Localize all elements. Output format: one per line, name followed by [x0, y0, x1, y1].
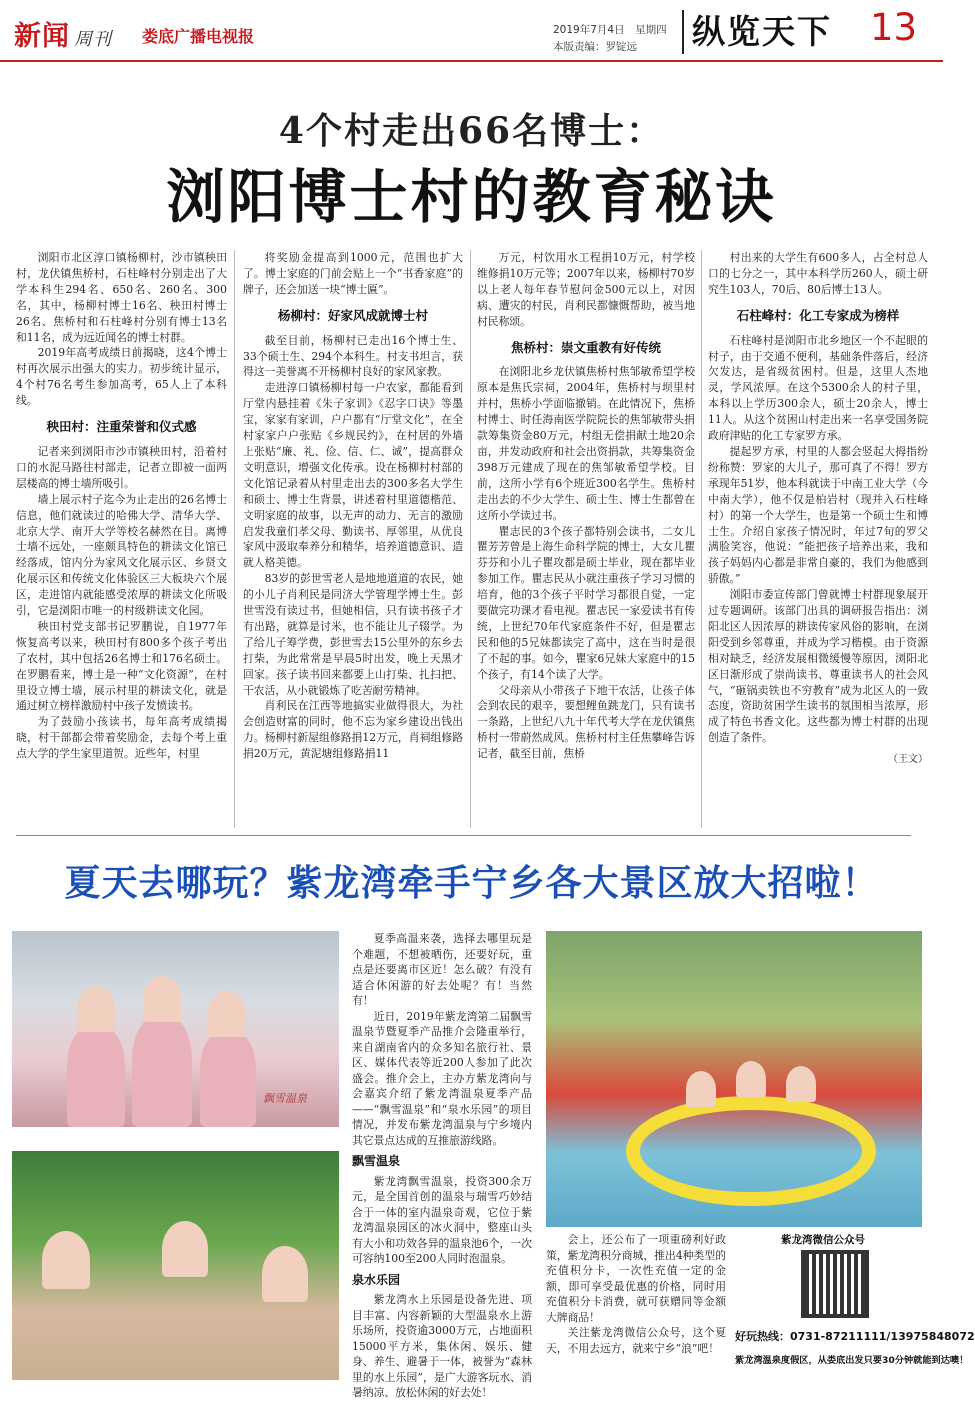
article-column-2	[243, 250, 463, 762]
paragraph: 父母亲从小带孩子下地干农活，让孩子体会到农民的艰辛，要想鲤鱼跳龙门，只有读书一条路，上世纪八九十年代考大学在龙伏镇焦桥村一带蔚然成风。焦桥村村主任焦攀峰告诉记者，截至目前，焦桥	[477, 683, 695, 761]
hot-spring-photo	[12, 1151, 339, 1380]
photo-signature: 飘雪温泉	[263, 1092, 307, 1105]
section-divider	[16, 835, 911, 836]
paragraph: 紫龙湾飘雪温泉，投资300余万元，是全国首创的温泉与瑞雪巧妙结合于一体的室内温泉奇观，它位于紫龙湾温泉园区的冰火洞中，整座山头有大小和功效各异的温泉池6个，一次可容纳100至200人同时泡温泉。	[352, 1174, 532, 1265]
qr-label: 紫龙湾微信公众号	[781, 1234, 865, 1246]
water-park-photo	[546, 931, 922, 1227]
paragraph: 记者来到浏阳市沙市镇秧田村，沿着村口的水泥马路往村部走，记者立即被一面两层楼高的博士墙所吸引。	[16, 444, 227, 490]
column-rule	[234, 250, 235, 828]
paragraph: 浏阳市北区淳口镇杨柳村，沙市镇秧田村，龙伏镇焦桥村，石柱峰村分别走出了大学本科生294名、650名、260名、300名，其中，杨柳村博士16名、秧田村博士26名、焦桥村和石柱峰村分别有博士13名和11名，成为远近闻名的博士村群。	[16, 251, 227, 344]
paragraph: 秧田村党支部书记罗鹏说，自1977年恢复高考以来，秧田村有800多个孩子考出了农村，其中包括26名博士和176名硕士。在罗鹏看来，博士是一种“文化资源”，在村里设立博士墙，展示村里的耕读文化，就是通过树立榜样激励村中孩子发愤读书。	[16, 619, 227, 713]
paragraph: 浏阳市委宣传部门曾就博士村群现象展开过专题调研。该部门出具的调研报告指出：浏阳北区人因浓厚的耕读传家风俗的影响，在浏阳受到乡邻尊重，并成为学习楷模。由于资源相对缺乏，经济发展相微缓慢等原因，浏阳北区日渐形成了崇尚读书、尊重读书人的社会风气，“砸锅卖铁也不穷教育”成为北区人的一致态度，资助贫困学生读书的氛围相当浓厚，形成了特色书香文化。这些都为博士村群的出现创造了条件。	[708, 588, 928, 745]
subheading: 秧田村：注重荣誉和仪式感	[46, 419, 197, 435]
paragraph: 在浏阳北乡龙伏镇焦桥村焦邹敏希望学校原本是焦氏宗祠，2004年，焦桥村与坝里村并村，焦桥小学面临撤销。在此情况下，焦桥村博士、时任海南医学院院长的焦邹敏带头捐款筹集资金80万元，村组无偿捐献土地20余亩，并发动政府和社会出资捐款，共筹集资金398万元建成了现在的焦邹敏希望学校。目前，这所小学有6个班近300名学生。焦桥村走出去的不少大学生、硕士生、博士生都曾在这所小学读过书。	[477, 365, 695, 522]
masthead	[0, 0, 943, 62]
page-number: 13	[870, 6, 918, 49]
author-credit: （王文）	[888, 754, 928, 766]
editor-line: 本版责编：罗锭远	[553, 41, 637, 53]
ad-footer: 紫龙湾温泉度假区，从娄底出发只要30分钟就能到达噢！	[735, 1355, 969, 1366]
article-column-3	[477, 250, 695, 762]
paragraph: 会上，还公布了一项重磅利好政策，紫龙湾积分商城，推出4种类型的充值积分卡，一次性充值一定的金额，即可享受最优惠的价格，同时用充值积分卡消费，就可获赠同等金额大牌商品！	[546, 1233, 726, 1324]
paragraph: 2019年高考成绩日前揭晓，这4个博士村再次展示出强大的实力。初步统计显示，4个村76名考生参加高考，65人上了本科线。	[16, 346, 227, 408]
subheading: 泉水乐园	[352, 1272, 401, 1287]
paper-logo: 新闻 周刊	[14, 21, 112, 52]
masthead-divider	[682, 10, 684, 54]
column-rule	[701, 250, 702, 828]
paragraph: 夏季高温来袭，选择去哪里玩是个难题，不想被晒伤，还要好玩，重点是还要离市区近！怎么破？有没有适合休闲游的好去处呢？有！当然有！	[352, 932, 532, 1007]
date-line: 2019年7月4日 星期四	[553, 24, 667, 36]
hotline-number: 0731-87211111/13975848072	[790, 1330, 975, 1343]
paragraph: 关注紫龙湾微信公众号，这个夏天，不用去远方，就来宁乡“浪”吧！	[546, 1326, 726, 1355]
article-kicker: 4个村走出66名博士：	[278, 110, 665, 152]
paragraph: 将奖励金提高到1000元，范围也扩大了。博士家庭的门前会贴上一个“书香家庭”的牌子，还会加送一块“博士匾”。	[243, 251, 463, 296]
paragraph: 村出来的大学生有600多人，占全村总人口的七分之一，其中本科学历260人，硕士研究生103人，70后、80后博士13人。	[708, 251, 928, 296]
article-column-4	[708, 250, 928, 768]
logo-sub: 周刊	[74, 29, 112, 50]
paragraph: 提起罗方承，村里的人都会竖起大拇指纷纷称赞：罗家的大儿子，那可真了不得！罗方承现年51岁，他本科就读于中南工业大学（今中南大学），他不仅是柏岩村（现并入石柱峰村）的第一个大学生，也是第一个硕士生和博士生。介绍自家孩子情况时，年过7旬的罗父满脸笑容，他说：“能把孩子培养出来，我和孩子妈妈内心都是非常自豪的，我们为他感到骄傲。”	[708, 444, 928, 586]
paragraph: 近日，2019年紫龙湾第二届飘雪温泉节暨夏季产品推介会隆重举行，来自湖南省内的众多知名旅行社、景区、媒体代表等近200人参加了此次盛会。推介会上，主办方紫龙湾向与会嘉宾介绍了紫龙湾温泉夏季产品——“飘雪温泉”和“泉水乐园”的项目情况，并发布紫龙湾温泉与宁乡境内其它景点达成的互推旅游线路。	[352, 1009, 532, 1147]
subheading: 焦桥村：崇文重教有好传统	[510, 339, 661, 355]
paragraph: 83岁的彭世雪老人是地地道道的农民，她的小儿子肖利民是同济大学管理学博士生。彭世雪没有读过书，但她相信，只有读书孩子才有出路，就算是讨米，也不能让儿子辍学。为了给儿子筹学费，彭世雪去15公里外的东乡去打柴，为此常常是早晨5时出发，晚上天黑才回家。孩子读书回来都要上山打柴、扎扫把、干农活，从小就锻炼了吃苦耐劳精神。	[243, 572, 463, 697]
column-rule	[470, 250, 471, 828]
ad-headline: 夏天去哪玩？紫龙湾牵手宁乡各大景区放大招啦！	[64, 863, 879, 904]
subheading: 杨柳村：好家风成就博士村	[277, 307, 428, 323]
paragraph: 截至目前，杨柳村已走出16个博士生、33个硕士生、294个本科生。村支书坦言，获得这一美誉离不开杨柳村良好的家风家教。	[243, 333, 463, 379]
paragraph: 瞿志民的3个孩子都特别会读书，二女儿瞿芳芳曾是上海生命科学院的博士，大女儿瞿芬芬和小儿子瞿攻都是硕士毕业，现在都毕业参加工作。瞿志民从小就注重孩子学习习惯的培育，他的3个孩子平时学习都很自觉，一定要做完功课才看电视。瞿志民一家爱读书有传统，上世纪70年代家庭条件不好，但是瞿志民和他的5兄妹都读完了高中，这在当时是很了不起的事。如今，瞿家6兄妹大家庭中的15个孩子，有14个读了大学。	[477, 524, 695, 681]
paragraph: 紫龙湾水上乐园是设备先进、项目丰富、内容新颖的大型温泉水上游乐场所，投资逾3000万元，占地面积15000平方米，集休闲、娱乐、健身、养生、避暑于一体，被誉为“森林里的水上乐园”，是广大游客玩水、消暑纳凉、放松休闲的好去处！	[352, 1293, 532, 1399]
contact-box	[735, 1232, 975, 1382]
paragraph: 走进淳口镇杨柳村每一户农家，都能看到厅堂内悬挂着《朱子家训》《忍字口诀》等墨宝，家家有家训，户户都有“厅堂文化”，在全村家家户户张贴《乡规民约》，在村居的外墙上张贴“廉、礼、俭、信、仁、诚”，提高群众文明意识，增强文化传承。设在杨柳村村部的文化馆记录着从村里走出去的300多名大学生和硕士、博士生背景，讲述着村里道德楷范、文明家庭的故事，以无声的动力、无言的激励启发我童们孝父母、勤读书、厚邻里，从优良家风中汲取奉养分和精华，培养道德意识、造就人格美德。	[243, 381, 463, 570]
qr-code-icon	[801, 1250, 869, 1318]
paragraph: 万元，村饮用水工程捐10万元，村学校维修捐10万元等；2007年以来，杨柳村70岁以上老人每年春节慰问金500元以上，对因病、遭灾的村民，肖利民都慷慨帮助，被当地村民称颂。	[477, 251, 695, 328]
ad-text-column-1	[352, 931, 532, 1401]
article-column-1	[16, 250, 227, 762]
subheading: 飘雪温泉	[352, 1154, 401, 1168]
paragraph: 肖利民在江西等地搞实业做得很大，为社会创造财富的同时，他不忘为家乡建设出钱出力。杨柳村新屋组修路捐12万元，肖祠组修路捐20万元，黄泥塘组修路捐11	[243, 699, 463, 761]
station-name: 娄底广播电视报	[142, 27, 255, 46]
hotline	[735, 1328, 975, 1344]
subheading: 石柱峰村：化工专家成为榜样	[736, 307, 900, 323]
paragraph: 石柱峰村是浏阳市北乡地区一个不起眼的村子，由于交通不便利，基础条件落后，经济欠发达，是省级贫困村。但是，这里人杰地灵，学风浓厚。在这个5300余人的村子里，本科以上学历300余人，硕士20余人，博士11人。从这个贫困山村走出来一名享受国务院政府津贴的化工专家罗方承。	[708, 333, 928, 443]
hotline-label: 好玩热线：	[735, 1330, 790, 1343]
section-title: 纵览天下	[692, 12, 832, 51]
ad-text-column-2	[546, 1232, 726, 1356]
paragraph: 为了鼓励小孩读书，每年高考成绩揭晓，村干部都会带着奖励金，去每个考上重点大学的学生家里道贺。近些年，村里	[16, 715, 227, 761]
article-title: 浏阳博士村的教育秘诀	[166, 163, 777, 231]
date-block	[553, 22, 667, 56]
paragraph: 墙上展示村子迄今为止走出的26名博士信息，他们就读过的哈佛大学、清华大学、北京大学、南开大学等校名赫然在目。离博士墙不远处，一座颇具特色的耕读文化馆已经落成，馆内分为家风文化展示区、乡贤文化展示区和传统文化体验区三大板块六个展区，走进馆内就能感受浓厚的耕读文化所吸引，它是浏阳市唯一的村级耕读文化园。	[16, 492, 227, 618]
